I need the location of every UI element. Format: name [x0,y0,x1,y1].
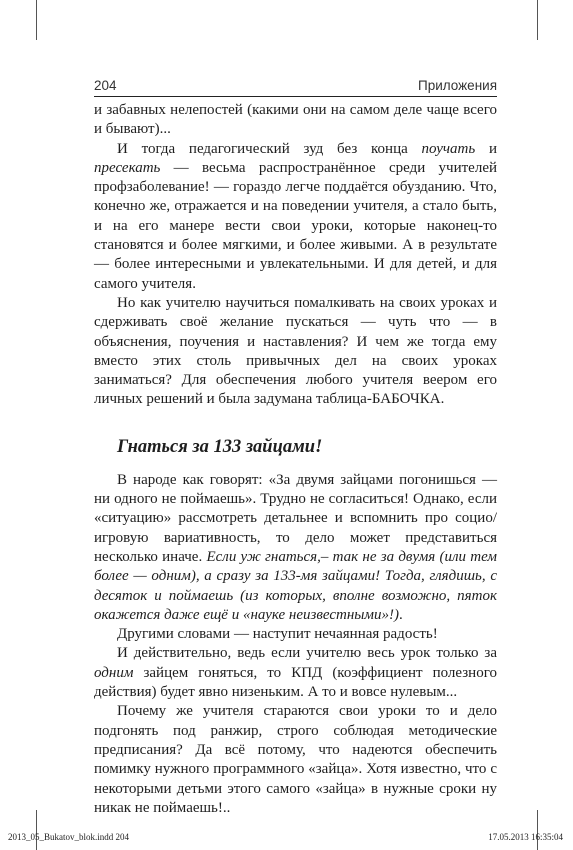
paragraph [94,101,497,140]
paragraph [94,294,497,410]
slug-timestamp: 17.05.2013 16:35:04 [488,832,563,842]
italic-text: Если уж гнаться,– так не за двумя (или тем более — одним), а сразу за 133-мя зайцами! Тогда, глядишь, с десяток и поймаешь (из которых, вполне возможно, пяток окажется даже ещё и «науке неизвестными»!) [94,548,497,623]
text-span: Другими словами — наступит нечаянная радость! [117,626,438,643]
italic-text: поучать [421,140,476,157]
italic-text: пресекать [94,159,161,176]
paragraph [94,625,497,644]
text-span: и забавных нелепостей (какими они на самом деле чаще всего и бывают)... [94,102,497,138]
paragraph [94,471,497,625]
page-body [94,101,497,818]
section-title: Приложения [418,78,497,93]
paragraph [94,702,497,818]
crop-mark-bottom-right [537,810,538,850]
text-span: И действительно, ведь если учителю весь урок только за [117,645,497,662]
crop-mark-top-left [36,0,37,40]
text-span: — весьма распространённое среди учителей профзаболевание! — гораздо легче поддаётся обузданию. Что, конечно же, отражается и на поведении учителя, а стало быть, и на его манере вести свои уроки, которые наконец-то становятся и более мягкими, и более живыми. А в результате — более интересными и увлекательными. И для детей, и для самого учителя. [94,159,497,292]
page-number: 204 [94,78,117,93]
crop-mark-top-right [537,0,538,40]
paragraph [94,644,497,702]
paragraph [94,140,497,294]
text-span: . [399,606,403,623]
text-span: Но как учителю научиться помалкивать на своих уроках и сдерживать своё желание пускаться — чуть что — в объяснения, поучения и наставления? И чем же тогда ему вместо этих столь привычных дел на своих уроках заниматься? Для обеспечения любого учителя веером его личных решений и была задумана таблица-БАБОЧКА. [94,294,497,408]
slug-filename: 2013_05_Bukatov_blok.indd 204 [8,832,129,842]
crop-mark-bottom-left [36,810,37,850]
italic-text: одним [94,664,134,681]
text-span: Почему же учителя стараются свои уроки то и дело подгонять под ранжир, строго соблюдая методические предписания? Да всё потому, что надеются обеспечить помимку нужного программного «зайца». Хотя известно, что с некоторыми детьми этого самого «зайца» в нужные сроки ну никак не поймаешь!.. [94,703,497,816]
text-span: и [475,140,497,157]
text-span: зайцем гоняться, то КПД (коэффициент полезного действия) будет явно низеньким. А то и вовсе нулевым... [94,664,497,701]
text-span: В народе как говорят: «За двумя зайцами погонишься — ни одного не поймаешь». Трудно не согласиться! Однако, если «ситуацию» рассмотреть детальнее и вспомнить про социо/игровую вариативность, то дело может представиться несколько иначе. [94,471,497,565]
section-heading: Гнаться за 133 зайцами! [117,436,323,457]
text-span: И тогда педагогический зуд без конца [117,140,422,157]
header-rule [94,96,497,97]
